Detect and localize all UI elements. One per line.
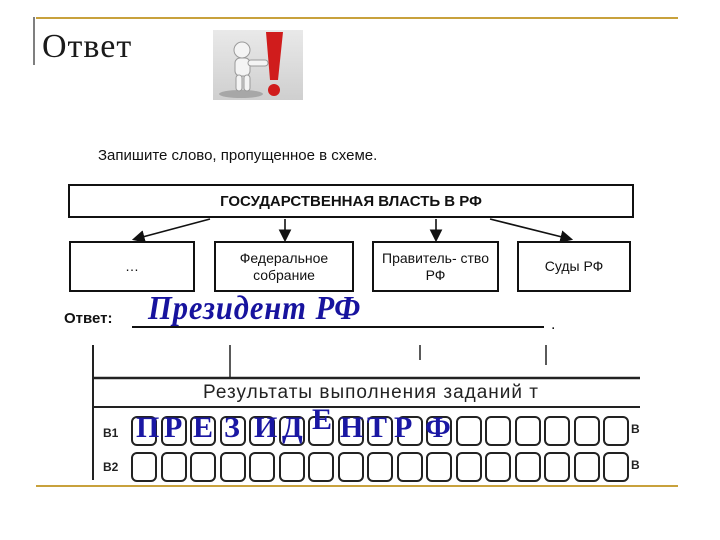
row-label-b1: B1	[103, 426, 119, 440]
answer-cell	[249, 452, 275, 482]
answer-cell	[603, 416, 629, 446]
answer-letter: П	[136, 411, 160, 444]
answer-cell	[367, 452, 393, 482]
slide-title: Ответ	[42, 28, 133, 65]
results-title: Результаты выполнения заданий т	[203, 382, 539, 403]
answer-cell	[515, 416, 541, 446]
answer-cell	[574, 452, 600, 482]
branch-box-courts: Суды РФ	[517, 241, 631, 292]
answer-cell	[603, 452, 629, 482]
answer-cell	[426, 452, 452, 482]
row-label-b2: B2	[103, 460, 119, 474]
answer-cell	[308, 452, 334, 482]
branch-box-government: Правитель- ство РФ	[372, 241, 499, 292]
branch-box-missing: …	[69, 241, 195, 292]
answer-letter: Р	[394, 411, 413, 444]
answer-letter: Т	[367, 411, 388, 444]
answer-cell	[161, 452, 187, 482]
row-mark-b1: В	[631, 422, 640, 436]
answer-cell	[485, 416, 511, 446]
answer-cell	[485, 452, 511, 482]
answer-cell	[220, 452, 246, 482]
answer-letter: Н	[340, 411, 364, 444]
handwritten-answer: Президент РФ	[148, 290, 362, 327]
answer-cell	[131, 452, 157, 482]
answer-cell	[515, 452, 541, 482]
answer-letter: Д	[282, 411, 303, 444]
answer-letter: Р	[164, 411, 183, 444]
answer-cell	[544, 452, 570, 482]
answer-dot: .	[551, 316, 556, 333]
answer-cell	[279, 452, 305, 482]
answer-cell	[190, 452, 216, 482]
answer-letter: З	[224, 411, 240, 444]
answer-cell	[456, 416, 482, 446]
branch-box-federal-assembly: Федеральное собрание	[214, 241, 354, 292]
answer-cell	[456, 452, 482, 482]
row-mark-b2: В	[631, 458, 640, 472]
task-prompt: Запишите слово, пропущенное в схеме.	[98, 147, 378, 164]
answer-cell	[397, 452, 423, 482]
answer-letter: И	[254, 411, 278, 444]
state-power-box: ГОСУДАРСТВЕННАЯ ВЛАСТЬ В РФ	[68, 184, 634, 218]
answer-letter: Е	[312, 403, 333, 436]
answer-letter: Ф	[425, 411, 451, 444]
answer-cell	[544, 416, 570, 446]
answer-letter: Е	[193, 411, 214, 444]
answer-cell	[338, 452, 364, 482]
answer-label: Ответ:	[64, 310, 113, 327]
answer-cell	[574, 416, 600, 446]
